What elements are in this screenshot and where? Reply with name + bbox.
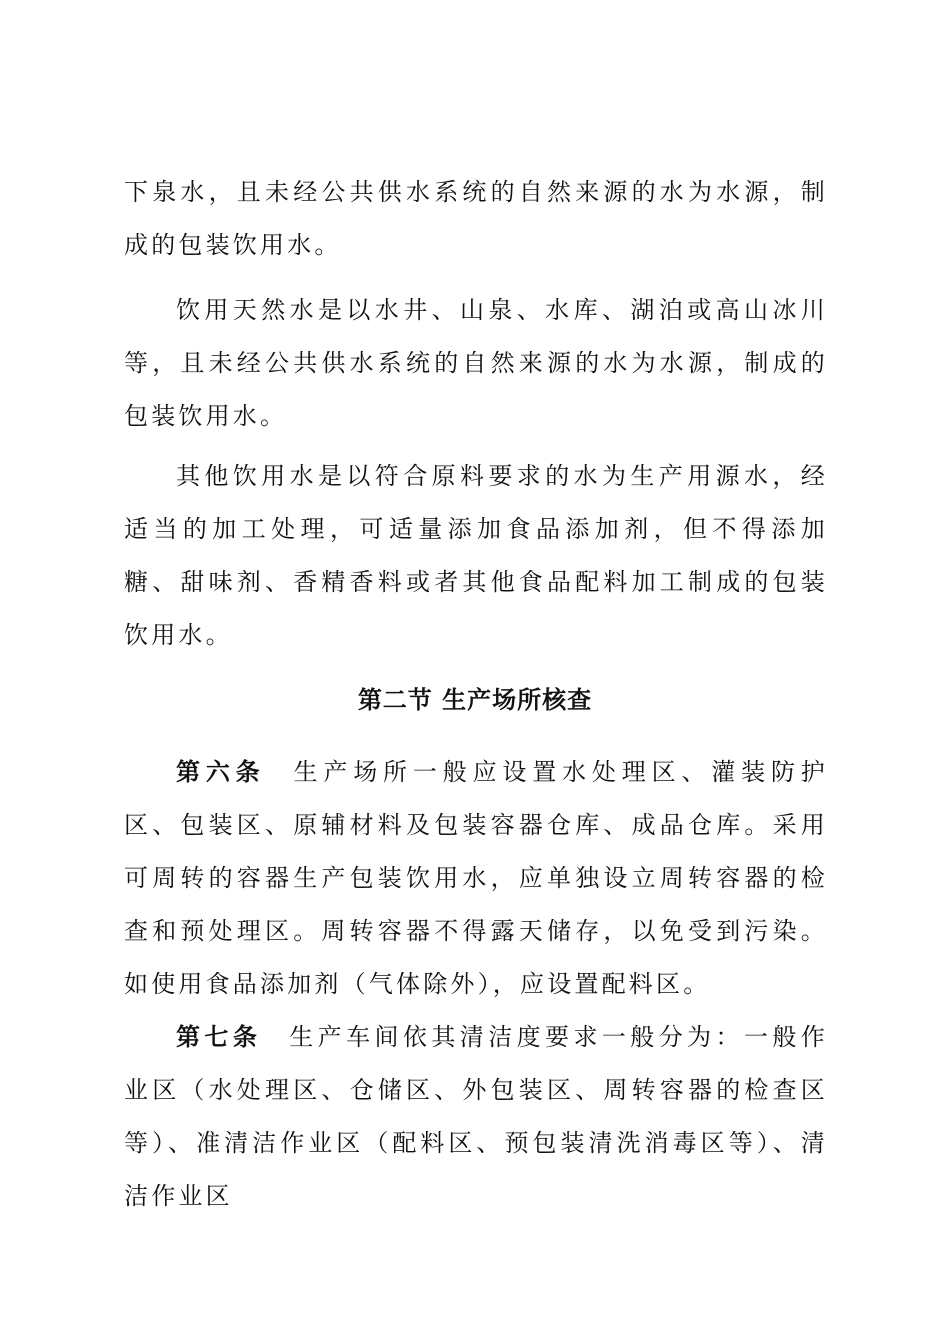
section-title: 第二节 生产场所核查 — [357, 685, 593, 714]
article-7-label: 第七条 — [176, 1022, 262, 1051]
paragraph-natural-water: 饮用天然水是以水井、山泉、水库、湖泊或高山冰川等，且未经公共供水系统的自然来源的水为水源，制成的包装饮用水。 — [124, 296, 828, 430]
paragraph-other-water: 其他饮用水是以符合原料要求的水为生产用源水，经适当的加工处理，可适量添加食品添加剂，但不得添加糖、甜味剂、香精香料或者其他食品配料加工制成的包装饮用水。 — [124, 462, 828, 649]
article-6-label: 第六条 — [176, 757, 266, 786]
paragraph-continuation: 下泉水，且未经公共供水系统的自然来源的水为水源，制成的包装饮用水。 — [124, 178, 828, 259]
article-6 — [124, 745, 828, 1011]
article-6-text: 生产场所一般应设置水处理区、灌装防护区、包装区、原辅材料及包装容器仓库、成品仓库。采用可周转的容器生产包装饮用水，应单独设立周转容器的检查和预处理区。周转容器不得露天储存，以免受到污染。如使用食品添加剂（气体除外），应设置配料区。 — [124, 758, 828, 998]
article-7 — [124, 1010, 828, 1223]
article-7-text: 生产车间依其清洁度要求一般分为：一般作业区（水处理区、仓储区、外包装区、周转容器的检查区等）、准清洁作业区（配料区、预包装清洗消毒区等）、清洁作业区 — [124, 1023, 828, 1210]
